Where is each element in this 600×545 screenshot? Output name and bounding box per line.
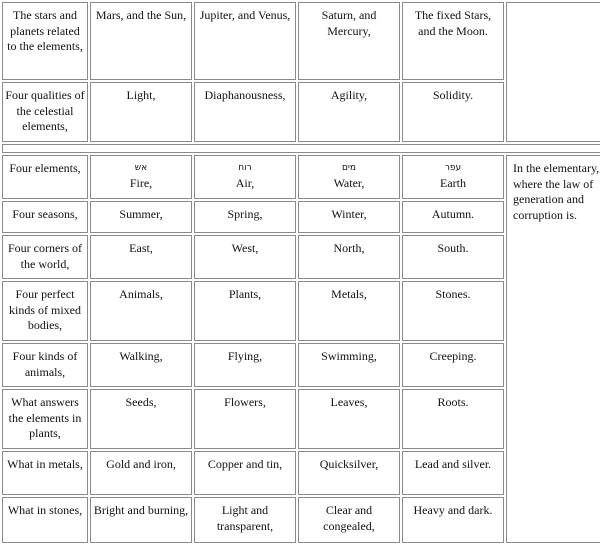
table-cell: Leaves,: [298, 389, 400, 449]
row-label: Four kinds of animals,: [2, 343, 88, 387]
row-label: Four seasons,: [2, 201, 88, 233]
hebrew-word: רוח: [238, 163, 252, 173]
table-cell: Saturn, and Mercury,: [298, 2, 400, 80]
table-cell: Flying,: [194, 343, 296, 387]
table-cell: [298, 155, 400, 199]
row-gap: [2, 144, 600, 153]
row-label: What in stones,: [2, 497, 88, 543]
table-cell: East,: [90, 235, 192, 279]
table-cell: Seeds,: [90, 389, 192, 449]
table-cell: Heavy and dark.: [402, 497, 504, 543]
table-cell: South.: [402, 235, 504, 279]
table-cell: Agility,: [298, 82, 400, 142]
table-cell: [90, 155, 192, 199]
table-cell: Gold and iron,: [90, 451, 192, 495]
table-cell: Swimming,: [298, 343, 400, 387]
table-cell: Creeping.: [402, 343, 504, 387]
cell-text: Water,: [333, 176, 365, 190]
table-cell: Summer,: [90, 201, 192, 233]
hebrew-word: אש: [134, 163, 148, 173]
table-cell: [194, 155, 296, 199]
table-cell: Autumn.: [402, 201, 504, 233]
table-cell: Roots.: [402, 389, 504, 449]
table-cell: Stones.: [402, 281, 504, 341]
table-cell: Light and transparent,: [194, 497, 296, 543]
row-label: What answers the elements in plants,: [2, 389, 88, 449]
table-cell: West,: [194, 235, 296, 279]
hebrew-word: עפר: [444, 163, 462, 173]
table-cell: Quicksilver,: [298, 451, 400, 495]
table-cell: Jupiter, and Venus,: [194, 2, 296, 80]
cell-text: Fire,: [129, 176, 153, 190]
table-cell: Solidity.: [402, 82, 504, 142]
table-cell: [402, 155, 504, 199]
table-cell: Mars, and the Sun,: [90, 2, 192, 80]
empty-side-cell: [506, 2, 600, 142]
table-cell: Bright and burning,: [90, 497, 192, 543]
row-label: The stars and planets related to the elements,: [2, 2, 88, 80]
table-cell: Plants,: [194, 281, 296, 341]
hebrew-word: מים: [341, 163, 357, 173]
table-cell: Animals,: [90, 281, 192, 341]
row-label: What in metals,: [2, 451, 88, 495]
cell-text: Air,: [235, 176, 255, 190]
table-cell: Flowers,: [194, 389, 296, 449]
table-cell: Spring,: [194, 201, 296, 233]
row-label: Four qualities of the celestial elements,: [2, 82, 88, 142]
side-note: In the elementary, where the law of generation and corruption is.: [506, 155, 600, 543]
cell-text: Earth: [440, 176, 466, 190]
row-label: Four perfect kinds of mixed bodies,: [2, 281, 88, 341]
row-label: Four corners of the world,: [2, 235, 88, 279]
table-row-elements: [2, 155, 600, 199]
table-row-stars: [2, 2, 600, 80]
table-cell: Walking,: [90, 343, 192, 387]
table-cell: The fixed Stars, and the Moon.: [402, 2, 504, 80]
table-cell: Clear and congealed,: [298, 497, 400, 543]
table-cell: Light,: [90, 82, 192, 142]
table-cell: Lead and silver.: [402, 451, 504, 495]
table-cell: Winter,: [298, 201, 400, 233]
table-cell: Copper and tin,: [194, 451, 296, 495]
table-cell: Diaphanousness,: [194, 82, 296, 142]
table-cell: Metals,: [298, 281, 400, 341]
table-cell: North,: [298, 235, 400, 279]
row-label: Four elements,: [2, 155, 88, 199]
